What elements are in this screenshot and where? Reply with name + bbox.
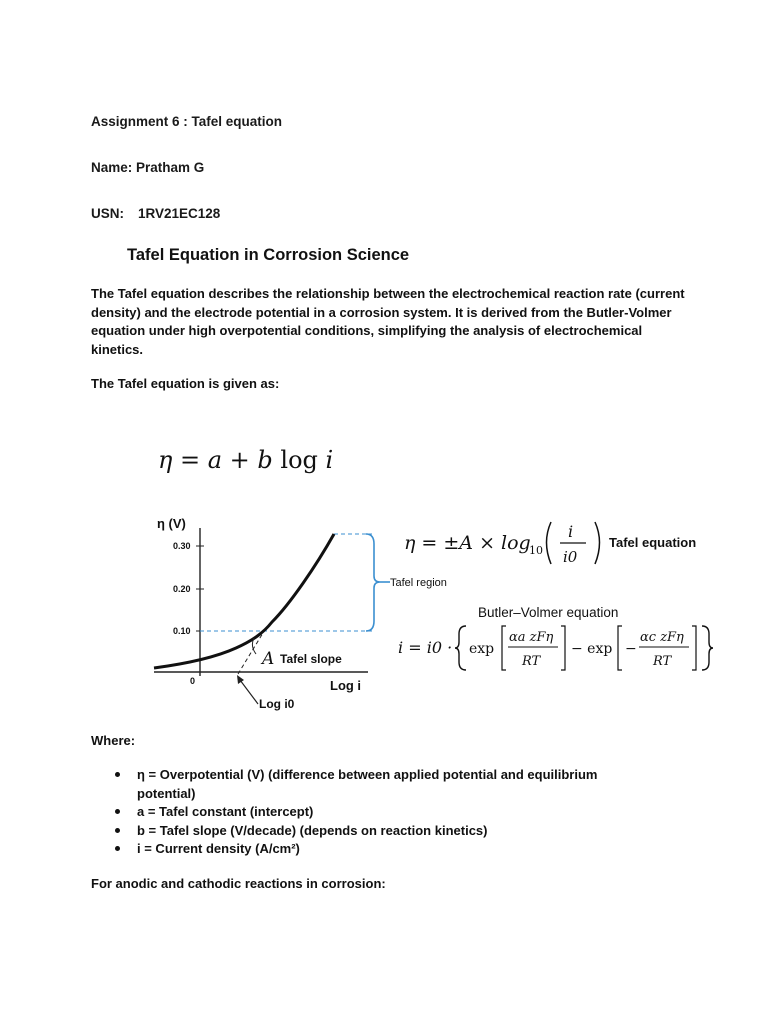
bv-lhs: i = i0 · <box>398 638 453 657</box>
origin-label: 0 <box>190 676 196 686</box>
list-item: η = Overpotential (V) (difference between applied potential and equilibrium potential) <box>112 766 652 803</box>
list-item: b = Tafel slope (V/decade) (depends on reaction kinetics) <box>112 822 652 841</box>
main-eq-var: i <box>317 446 334 474</box>
list-item: i = Current density (A/cm²) <box>112 840 652 859</box>
student-usn <box>91 206 220 221</box>
tafel-eq-right-paren <box>595 522 600 564</box>
tafel-figure <box>140 508 730 718</box>
bv-right-brace <box>702 626 713 670</box>
y-tick-label: 0.20 <box>173 584 191 594</box>
slope-arc <box>252 638 256 654</box>
usn-value: 1RV21EC128 <box>138 206 221 221</box>
tafel-eq-lhs: η = ±A × log <box>404 532 531 554</box>
bv-numerator-a: αa zFη <box>509 630 554 645</box>
y-axis-label: η (V) <box>157 516 186 531</box>
assignment-title: Assignment 6 : Tafel equation <box>91 114 283 129</box>
x-axis-label: Log i <box>330 678 362 693</box>
bv-denominator-c: RT <box>653 654 672 669</box>
bv-title: Butler–Volmer equation <box>478 605 619 620</box>
bv-numerator-c: αc zFη <box>640 630 684 645</box>
tafel-region-bracket <box>366 534 380 631</box>
tafel-eq-caption: Tafel equation <box>609 535 697 550</box>
section-title: Tafel Equation in Corrosion Science <box>127 246 410 264</box>
tafel-equation-right <box>404 522 696 566</box>
bv-negative-sign: − <box>625 641 637 657</box>
bv-right-bracket-c <box>692 626 696 670</box>
tafel-eq-denominator: i0 <box>563 548 578 566</box>
definitions-list <box>112 766 652 859</box>
y-tick-label: 0.10 <box>173 626 191 636</box>
log-i0-arrow <box>240 680 258 704</box>
main-eq-log: log <box>280 446 318 474</box>
bv-right-bracket-a <box>561 626 565 670</box>
intro-paragraph: The Tafel equation describes the relationship between the electrochemical reaction rate (current density) and the electrode potential in a corrosion system. It is derived from the Butler-Volmer equation under high overpotential conditions, simplifying the analysis of electrochemical kinetics. <box>91 286 685 357</box>
usn-label: USN: <box>91 206 124 221</box>
log-i0-label: Log i0 <box>259 697 295 711</box>
list-item: a = Tafel constant (intercept) <box>112 803 652 822</box>
student-name: Name: Pratham G <box>91 160 205 175</box>
bv-left-bracket-a <box>502 626 506 670</box>
footer-line: For anodic and cathodic reactions in corrosion: <box>91 876 386 891</box>
given-as-text: The Tafel equation is given as: <box>91 376 280 391</box>
bv-left-bracket-c <box>618 626 622 670</box>
polarization-curve <box>154 534 334 668</box>
tafel-eq-subscript: 10 <box>529 544 543 557</box>
bv-left-brace <box>455 626 466 670</box>
slope-symbol: A <box>262 649 275 669</box>
bv-minus-exp: − exp <box>571 641 613 657</box>
where-label: Where: <box>91 733 136 748</box>
y-tick-label: 0.30 <box>173 541 191 551</box>
main-tafel-equation <box>158 446 333 474</box>
tafel-slope-label: Tafel slope <box>280 652 342 666</box>
tafel-region-label: Tafel region <box>390 577 447 589</box>
butler-volmer-equation <box>398 626 713 670</box>
bv-denominator-a: RT <box>522 654 541 669</box>
bv-exp: exp <box>469 641 495 657</box>
main-eq-lhs: η = a + b <box>158 446 281 474</box>
tafel-eq-numerator: i <box>568 522 574 541</box>
log-i0-arrowhead <box>237 675 244 684</box>
tafel-eq-left-paren <box>547 522 552 564</box>
